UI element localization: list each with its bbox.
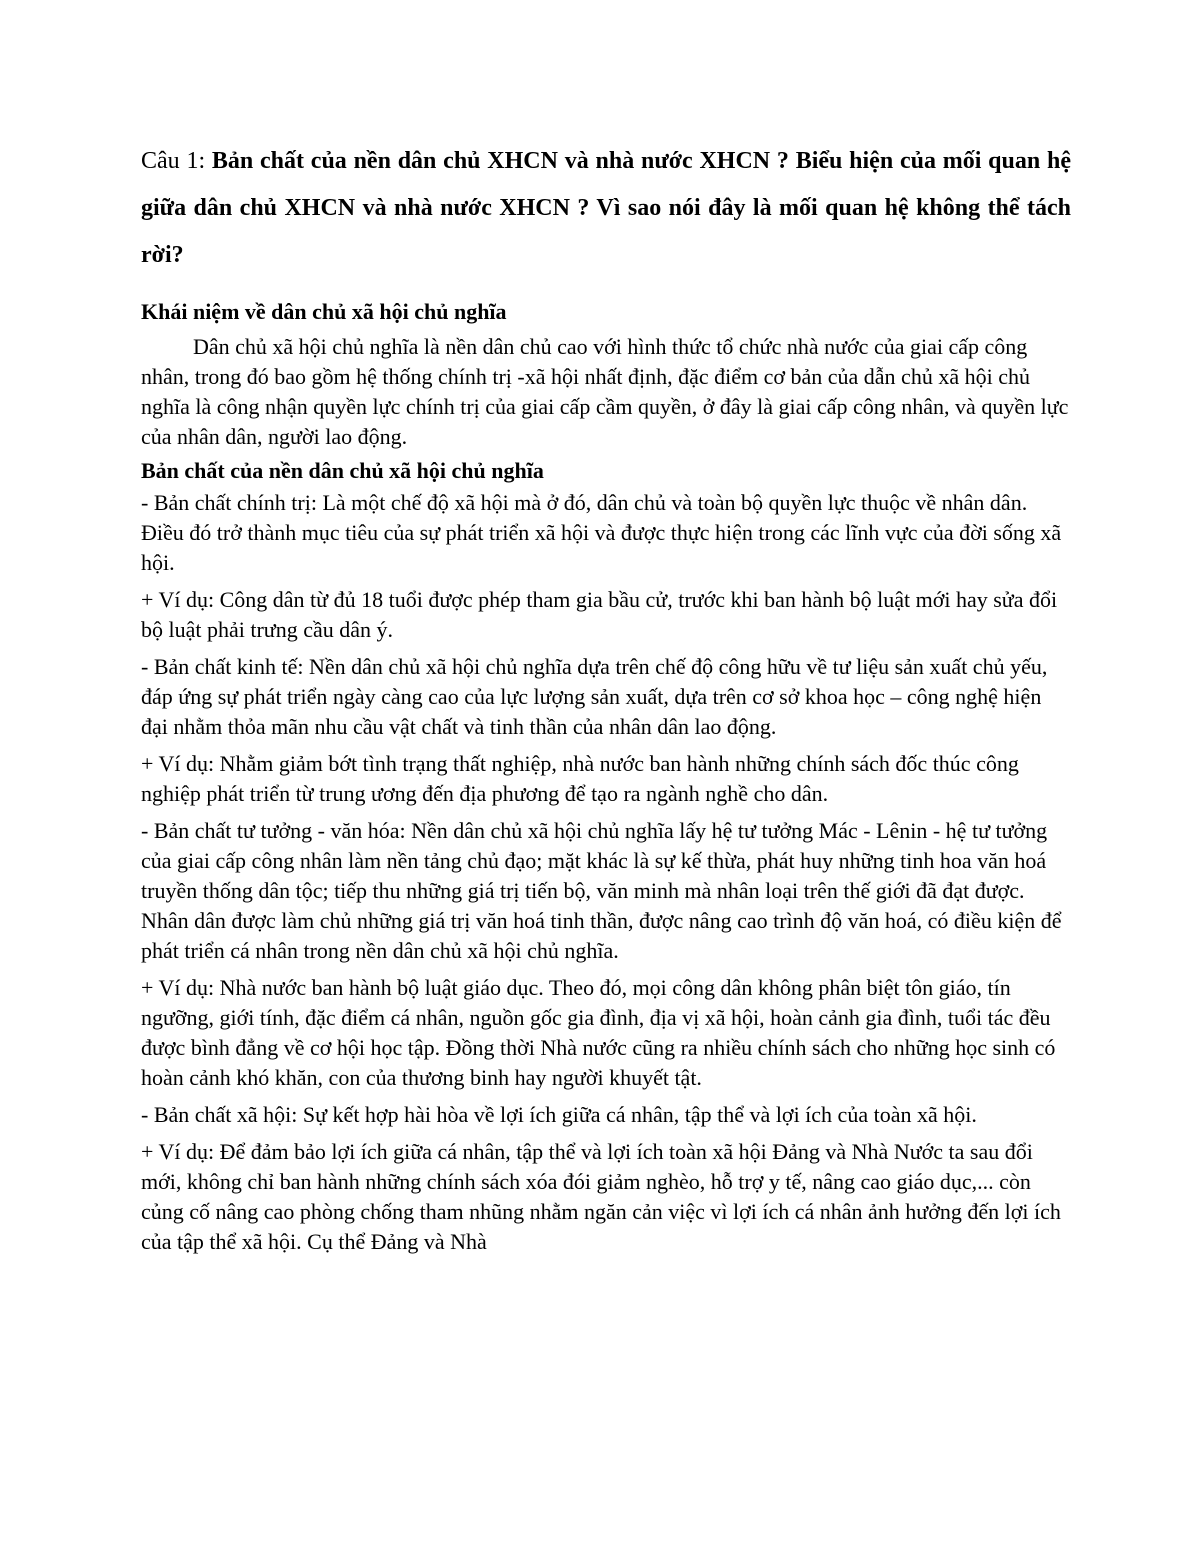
political-example-paragraph: + Ví dụ: Công dân từ đủ 18 tuổi được phép tham gia bầu cử, trước khi ban hành bộ luật mới hay sửa đổi bộ luật phải trưng cầu dân ý. [141,587,1058,642]
question-prefix: Câu 1: [141,148,212,174]
social-example-paragraph: + Ví dụ: Để đảm bảo lợi ích giữa cá nhân, tập thể và lợi ích toàn xã hội Đảng và Nhà Nước ta sau đổi mới, không chỉ ban hành những chính sách xóa đói giảm nghèo, hỗ trợ y tế, nâng cao giáo dục,... còn củng cố nâng cao phòng chống tham nhũng nhằm ngăn cản việc vì lợi ích cá nhân ảnh hưởng đến lợi ích của tập thể xã hội. Cụ thể Đảng và Nhà [141,1139,1061,1254]
ideological-essence-paragraph: - Bản chất tư tưởng - văn hóa: Nền dân chủ xã hội chủ nghĩa lấy hệ tư tưởng Mác - Lênin - hệ tư tưởng của giai cấp công nhân làm nền tảng chủ đạo; mặt khác là sự kế thừa, phát huy những tinh hoa văn hoá truyền thống dân tộc; tiếp thu những giá trị tiến bộ, văn minh mà nhân loại trên thế giới đã đạt được. Nhân dân được làm chủ những giá trị văn hoá tinh thần, được nâng cao trình độ văn hoá, có điều kiện để phát triển cá nhân trong nền dân chủ xã hội chủ nghĩa. [141,818,1062,963]
question-text: Bản chất của nền dân chủ XHCN và nhà nước XHCN ? Biểu hiện của mối quan hệ giữa dân chủ XHCN và nhà nước XHCN ? Vì sao nói đây là mối quan hệ không thể tách rời? [141,148,1071,268]
concept-paragraph: Dân chủ xã hội chủ nghĩa là nền dân chủ cao với hình thức tổ chức nhà nước của giai cấp công nhân, trong đó bao gồm hệ thống chính trị -xã hội nhất định, đặc điểm cơ bản của dẫn chủ xã hội chủ nghĩa là công nhận quyền lực chính trị của giai cấp cầm quyền, ở đây là giai cấp công nhân, và quyền lực của nhân dân, người lao động. [141,334,1069,449]
political-essence-paragraph: - Bản chất chính trị: Là một chế độ xã hội mà ở đó, dân chủ và toàn bộ quyền lực thuộc về nhân dân. Điều đó trở thành mục tiêu của sự phát triển xã hội và được thực hiện trong các lĩnh vực của đời sống xã hội. [141,490,1062,575]
economic-essence-paragraph: - Bản chất kinh tế: Nền dân chủ xã hội chủ nghĩa dựa trên chế độ công hữu về tư liệu sản xuất chủ yếu, đáp ứng sự phát triển ngày càng cao của lực lượng sản xuất, dựa trên cơ sở khoa học – công nghệ hiện đại nhằm thỏa mãn nhu cầu vật chất và tinh thần của nhân dân lao động. [141,654,1048,739]
ideological-example-paragraph: + Ví dụ: Nhà nước ban hành bộ luật giáo dục. Theo đó, mọi công dân không phân biệt tôn giáo, tín ngưỡng, giới tính, đặc điểm cá nhân, nguồn gốc gia đình, địa vị xã hội, hoàn cảnh gia đình, tuổi tác đều được bình đẳng về cơ hội học tập. Đồng thời Nhà nước cũng ra nhiều chính sách cho những học sinh có hoàn cảnh khó khăn, con của thương binh hay người khuyết tật. [141,975,1056,1090]
social-essence-paragraph: - Bản chất xã hội: Sự kết hợp hài hòa về lợi ích giữa cá nhân, tập thể và lợi ích của toàn xã hội. [141,1102,977,1127]
document-page [141,138,1071,1264]
economic-example-paragraph: + Ví dụ: Nhằm giảm bớt tình trạng thất nghiệp, nhà nước ban hành những chính sách đốc thúc công nghiệp phát triển từ trung ương đến địa phương để tạo ra ngành nghề cho dân. [141,751,1019,806]
question-title [141,138,1071,279]
essence-heading: Bản chất của nền dân chủ xã hội chủ nghĩa [141,458,544,483]
concept-heading: Khái niệm về dân chủ xã hội chủ nghĩa [141,299,507,324]
